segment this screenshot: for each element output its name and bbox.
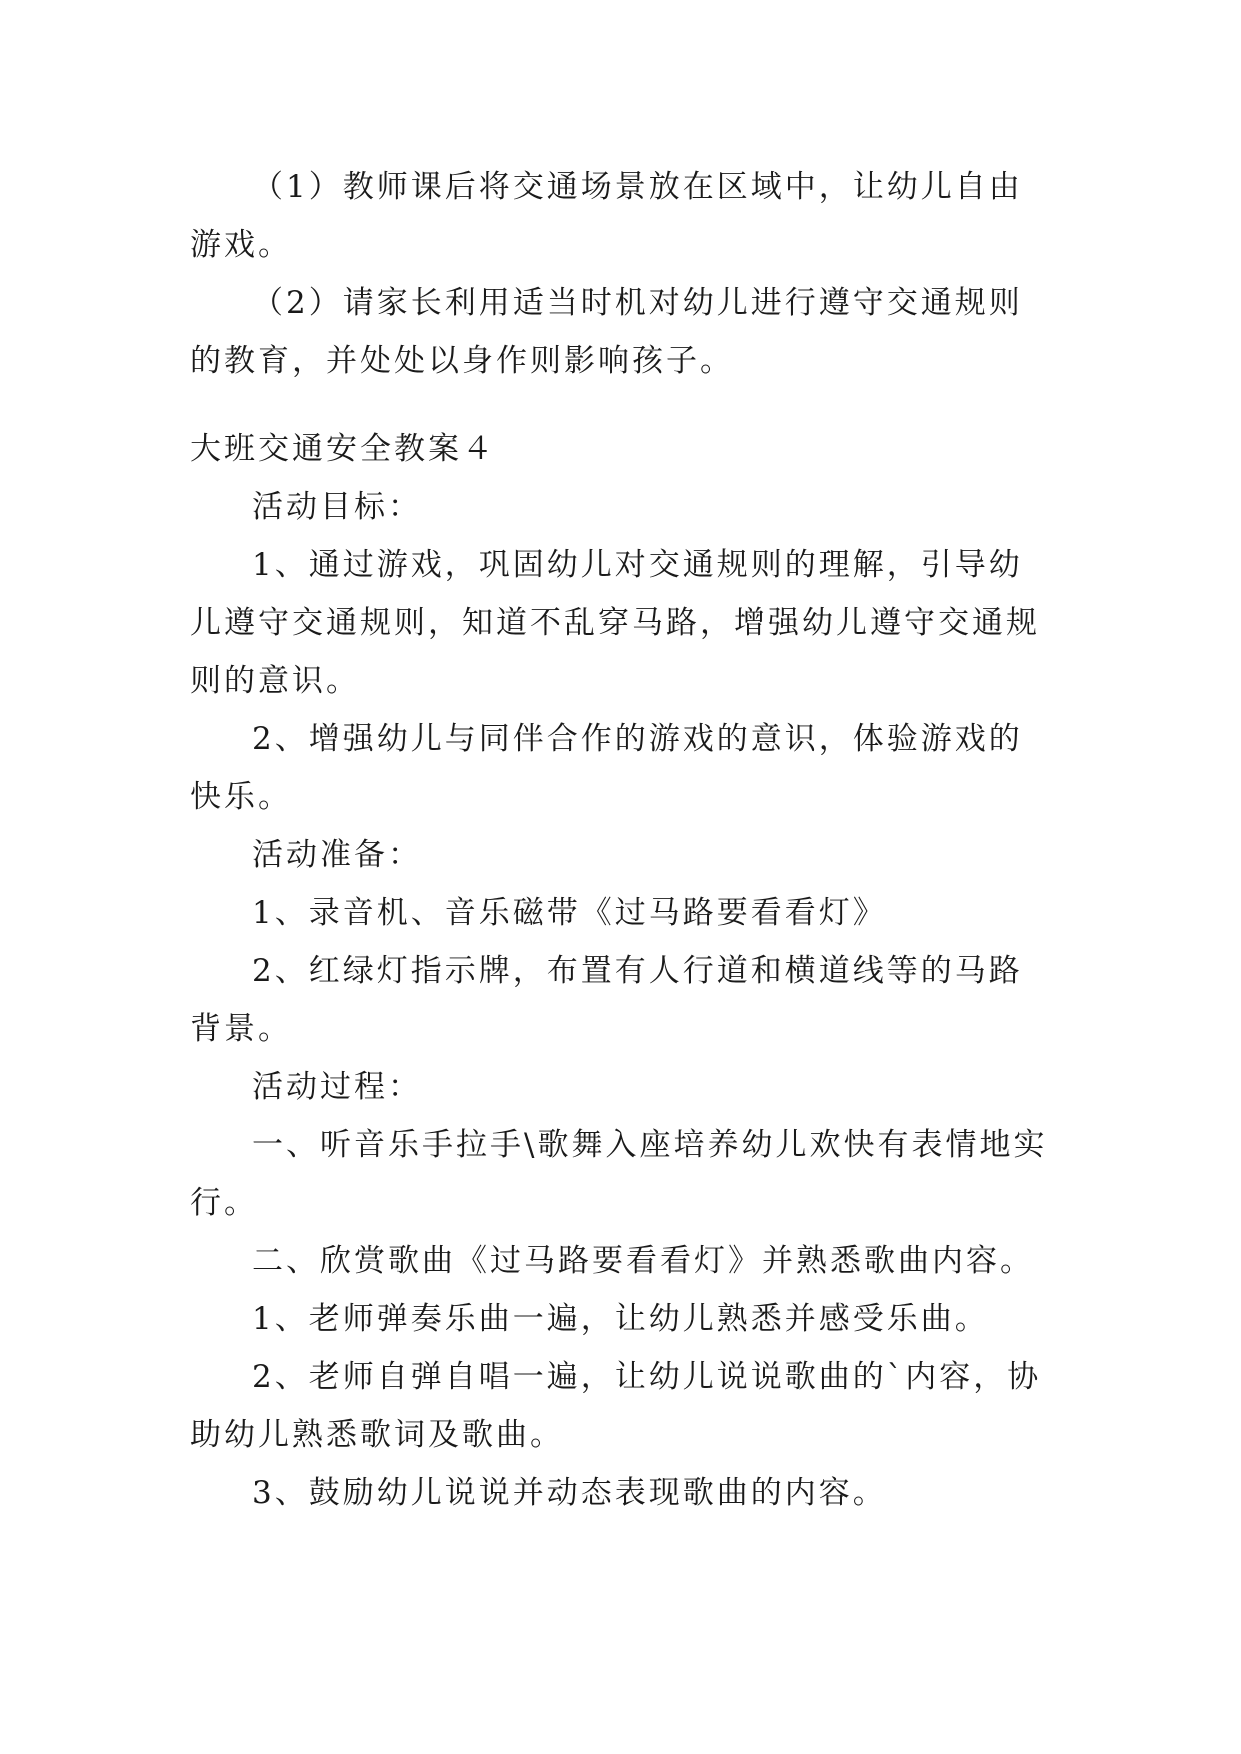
section-gap <box>190 390 1050 420</box>
process-sub-3: 3、鼓励幼儿说说并动态表现歌曲的内容。 <box>252 1475 887 1511</box>
preparation-item-2: 2、红绿灯指示牌，布置有人行道和横道线等的马路背景。 <box>190 953 1023 1047</box>
paragraph-parent-education: （2）请家长利用适当时机对幼儿进行遵守交通规则的教育，并处处以身作则影响孩子。 <box>190 285 1023 379</box>
document-body <box>190 158 1050 1522</box>
process-label: 活动过程： <box>252 1069 422 1105</box>
section-title: 大班交通安全教案４ <box>190 431 496 467</box>
goals-label: 活动目标： <box>252 489 422 525</box>
paragraph-area-play: （1）教师课后将交通场景放在区域中，让幼儿自由游戏。 <box>190 169 1023 263</box>
goal-item-2: 2、增强幼儿与同伴合作的游戏的意识，体验游戏的快乐。 <box>190 721 1023 815</box>
goal-item-1: 1、通过游戏，巩固幼儿对交通规则的理解，引导幼儿遵守交通规则，知道不乱穿马路，增强幼儿遵守交通规则的意识。 <box>190 547 1040 699</box>
process-step-2: 二、欣赏歌曲《过马路要看看灯》并熟悉歌曲内容。 <box>252 1243 1034 1279</box>
process-sub-2: 2、老师自弹自唱一遍，让幼儿说说歌曲的`内容，协助幼儿熟悉歌词及歌曲。 <box>190 1359 1042 1453</box>
preparation-label: 活动准备： <box>252 837 422 873</box>
preparation-item-1: 1、录音机、音乐磁带《过马路要看看灯》 <box>252 895 887 931</box>
process-sub-1: 1、老师弹奏乐曲一遍，让幼儿熟悉并感受乐曲。 <box>252 1301 989 1337</box>
process-step-1: 一、听音乐手拉手\歌舞入座培养幼儿欢快有表情地实行。 <box>190 1127 1048 1221</box>
